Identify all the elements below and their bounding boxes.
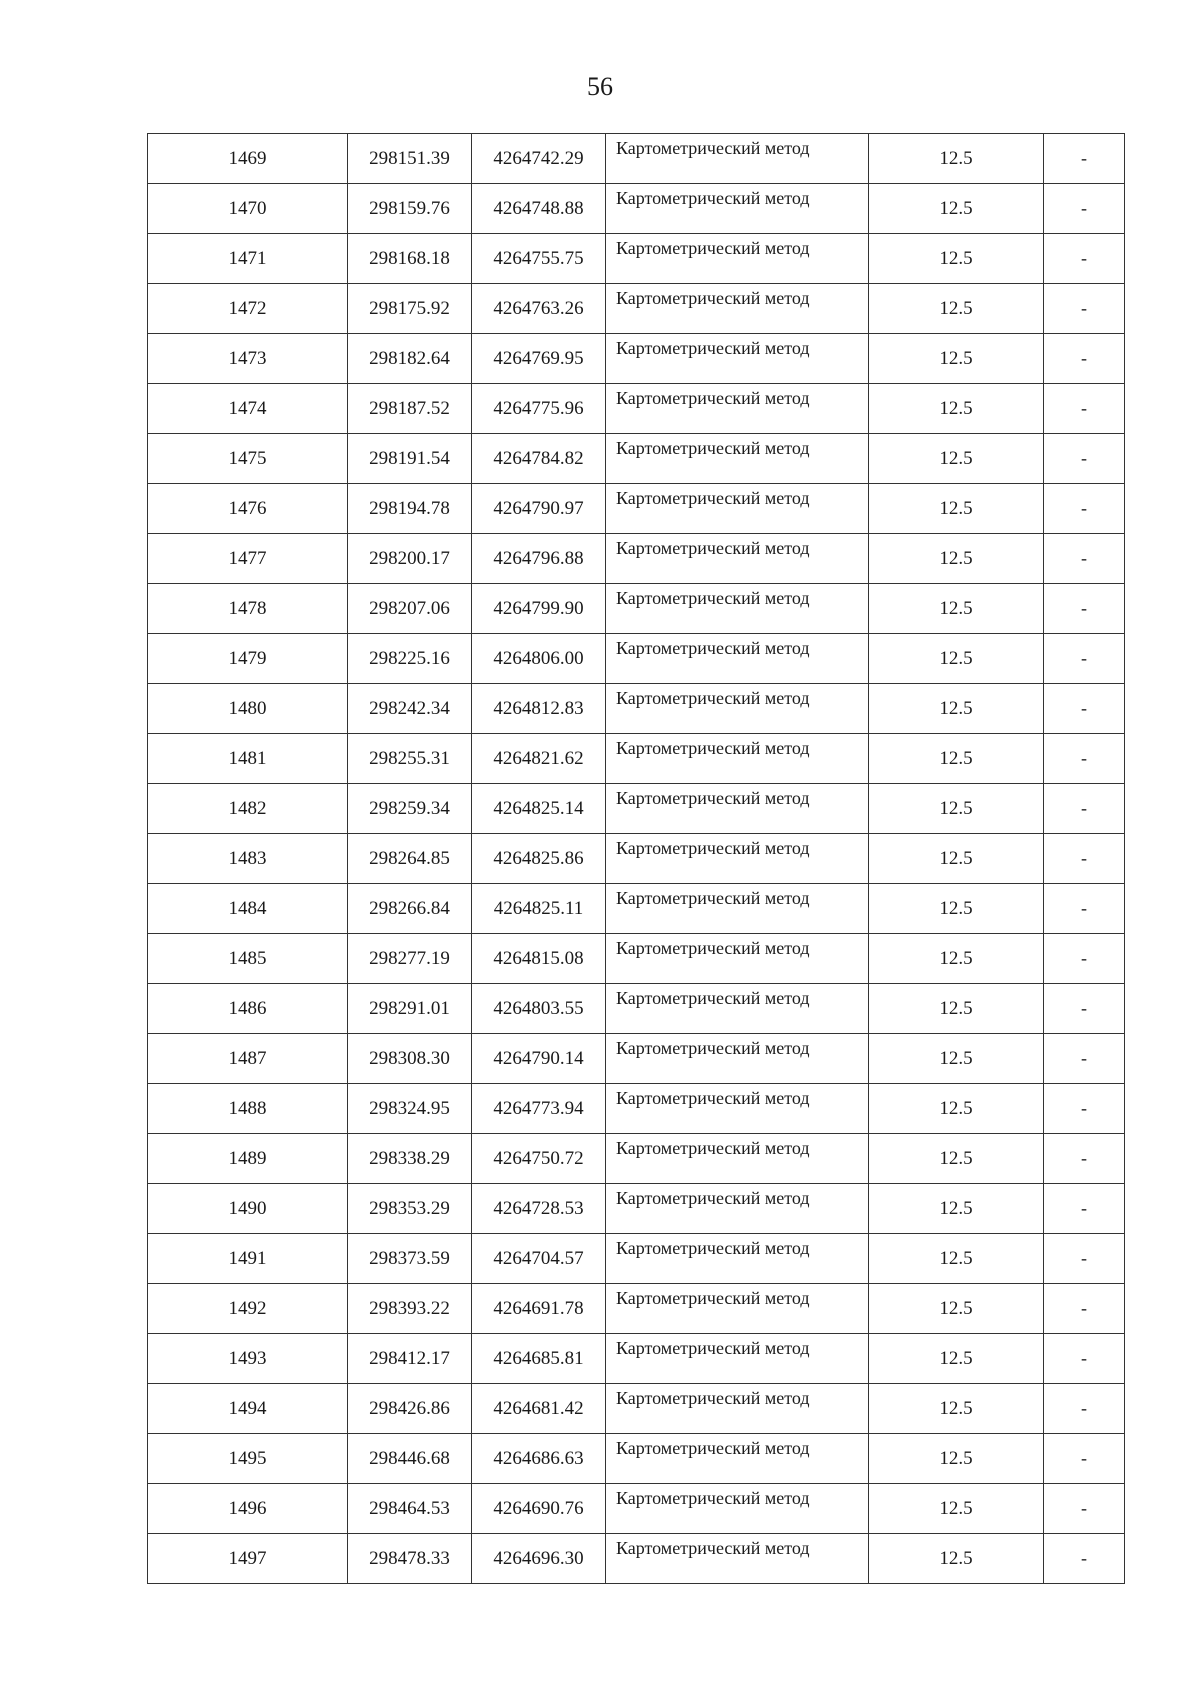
- point-number-cell: 1470: [148, 184, 348, 234]
- y-coordinate-cell: 4264815.08: [472, 934, 606, 984]
- accuracy-cell: 12.5: [869, 534, 1044, 584]
- note-cell: -: [1044, 1484, 1125, 1534]
- y-coordinate-cell: 4264763.26: [472, 284, 606, 334]
- note-cell: -: [1044, 134, 1125, 184]
- note-cell: -: [1044, 1534, 1125, 1584]
- table-row: [148, 1434, 1125, 1484]
- y-coordinate-cell: 4264704.57: [472, 1234, 606, 1284]
- method-cell: Картометрический метод: [606, 1084, 869, 1134]
- table-row: [148, 334, 1125, 384]
- accuracy-cell: 12.5: [869, 384, 1044, 434]
- point-number-cell: 1481: [148, 734, 348, 784]
- table-row: [148, 734, 1125, 784]
- note-cell: -: [1044, 534, 1125, 584]
- table-row: [148, 534, 1125, 584]
- accuracy-cell: 12.5: [869, 334, 1044, 384]
- point-number-cell: 1486: [148, 984, 348, 1034]
- table-row: [148, 1284, 1125, 1334]
- y-coordinate-cell: 4264728.53: [472, 1184, 606, 1234]
- point-number-cell: 1492: [148, 1284, 348, 1334]
- method-cell: Картометрический метод: [606, 334, 869, 384]
- page-number: 56: [587, 72, 613, 101]
- x-coordinate-cell: 298446.68: [348, 1434, 472, 1484]
- table-row: [148, 684, 1125, 734]
- note-cell: -: [1044, 1134, 1125, 1184]
- accuracy-cell: 12.5: [869, 1434, 1044, 1484]
- method-cell: Картометрический метод: [606, 484, 869, 534]
- y-coordinate-cell: 4264769.95: [472, 334, 606, 384]
- accuracy-cell: 12.5: [869, 984, 1044, 1034]
- table-row: [148, 1184, 1125, 1234]
- x-coordinate-cell: 298255.31: [348, 734, 472, 784]
- table-row: [148, 234, 1125, 284]
- method-cell: Картометрический метод: [606, 734, 869, 784]
- point-number-cell: 1493: [148, 1334, 348, 1384]
- coordinates-table-body: [148, 134, 1125, 1584]
- note-cell: -: [1044, 484, 1125, 534]
- accuracy-cell: 12.5: [869, 684, 1044, 734]
- point-number-cell: 1479: [148, 634, 348, 684]
- accuracy-cell: 12.5: [869, 234, 1044, 284]
- x-coordinate-cell: 298151.39: [348, 134, 472, 184]
- x-coordinate-cell: 298194.78: [348, 484, 472, 534]
- note-cell: -: [1044, 1384, 1125, 1434]
- note-cell: -: [1044, 734, 1125, 784]
- accuracy-cell: 12.5: [869, 1334, 1044, 1384]
- x-coordinate-cell: 298412.17: [348, 1334, 472, 1384]
- accuracy-cell: 12.5: [869, 1484, 1044, 1534]
- accuracy-cell: 12.5: [869, 434, 1044, 484]
- table-row: [148, 1334, 1125, 1384]
- note-cell: -: [1044, 934, 1125, 984]
- accuracy-cell: 12.5: [869, 484, 1044, 534]
- point-number-cell: 1480: [148, 684, 348, 734]
- y-coordinate-cell: 4264690.76: [472, 1484, 606, 1534]
- note-cell: -: [1044, 634, 1125, 684]
- method-cell: Картометрический метод: [606, 634, 869, 684]
- method-cell: Картометрический метод: [606, 234, 869, 284]
- note-cell: -: [1044, 284, 1125, 334]
- method-cell: Картометрический метод: [606, 1434, 869, 1484]
- accuracy-cell: 12.5: [869, 584, 1044, 634]
- table-row: [148, 584, 1125, 634]
- y-coordinate-cell: 4264790.97: [472, 484, 606, 534]
- method-cell: Картометрический метод: [606, 934, 869, 984]
- method-cell: Картометрический метод: [606, 534, 869, 584]
- y-coordinate-cell: 4264806.00: [472, 634, 606, 684]
- accuracy-cell: 12.5: [869, 634, 1044, 684]
- x-coordinate-cell: 298175.92: [348, 284, 472, 334]
- x-coordinate-cell: 298338.29: [348, 1134, 472, 1184]
- method-cell: Картометрический метод: [606, 884, 869, 934]
- y-coordinate-cell: 4264803.55: [472, 984, 606, 1034]
- note-cell: -: [1044, 884, 1125, 934]
- method-cell: Картометрический метод: [606, 1534, 869, 1584]
- table-row: [148, 1084, 1125, 1134]
- note-cell: -: [1044, 1334, 1125, 1384]
- accuracy-cell: 12.5: [869, 1034, 1044, 1084]
- table-row: [148, 484, 1125, 534]
- y-coordinate-cell: 4264686.63: [472, 1434, 606, 1484]
- y-coordinate-cell: 4264685.81: [472, 1334, 606, 1384]
- note-cell: -: [1044, 234, 1125, 284]
- x-coordinate-cell: 298308.30: [348, 1034, 472, 1084]
- method-cell: Картометрический метод: [606, 434, 869, 484]
- y-coordinate-cell: 4264748.88: [472, 184, 606, 234]
- accuracy-cell: 12.5: [869, 1134, 1044, 1184]
- accuracy-cell: 12.5: [869, 834, 1044, 884]
- note-cell: -: [1044, 334, 1125, 384]
- note-cell: -: [1044, 984, 1125, 1034]
- method-cell: Картометрический метод: [606, 1284, 869, 1334]
- y-coordinate-cell: 4264691.78: [472, 1284, 606, 1334]
- y-coordinate-cell: 4264742.29: [472, 134, 606, 184]
- table-row: [148, 384, 1125, 434]
- x-coordinate-cell: 298291.01: [348, 984, 472, 1034]
- point-number-cell: 1484: [148, 884, 348, 934]
- accuracy-cell: 12.5: [869, 284, 1044, 334]
- accuracy-cell: 12.5: [869, 134, 1044, 184]
- method-cell: Картометрический метод: [606, 1484, 869, 1534]
- x-coordinate-cell: 298478.33: [348, 1534, 472, 1584]
- note-cell: -: [1044, 1284, 1125, 1334]
- accuracy-cell: 12.5: [869, 1084, 1044, 1134]
- note-cell: -: [1044, 184, 1125, 234]
- note-cell: -: [1044, 434, 1125, 484]
- y-coordinate-cell: 4264796.88: [472, 534, 606, 584]
- accuracy-cell: 12.5: [869, 734, 1044, 784]
- point-number-cell: 1469: [148, 134, 348, 184]
- accuracy-cell: 12.5: [869, 784, 1044, 834]
- table-row: [148, 834, 1125, 884]
- x-coordinate-cell: 298259.34: [348, 784, 472, 834]
- accuracy-cell: 12.5: [869, 934, 1044, 984]
- x-coordinate-cell: 298191.54: [348, 434, 472, 484]
- y-coordinate-cell: 4264821.62: [472, 734, 606, 784]
- x-coordinate-cell: 298324.95: [348, 1084, 472, 1134]
- accuracy-cell: 12.5: [869, 884, 1044, 934]
- y-coordinate-cell: 4264825.11: [472, 884, 606, 934]
- table-row: [148, 784, 1125, 834]
- y-coordinate-cell: 4264784.82: [472, 434, 606, 484]
- method-cell: Картометрический метод: [606, 1034, 869, 1084]
- point-number-cell: 1494: [148, 1384, 348, 1434]
- method-cell: Картометрический метод: [606, 1384, 869, 1434]
- method-cell: Картометрический метод: [606, 984, 869, 1034]
- accuracy-cell: 12.5: [869, 1284, 1044, 1334]
- y-coordinate-cell: 4264790.14: [472, 1034, 606, 1084]
- y-coordinate-cell: 4264825.86: [472, 834, 606, 884]
- point-number-cell: 1475: [148, 434, 348, 484]
- y-coordinate-cell: 4264750.72: [472, 1134, 606, 1184]
- accuracy-cell: 12.5: [869, 1384, 1044, 1434]
- x-coordinate-cell: 298353.29: [348, 1184, 472, 1234]
- point-number-cell: 1485: [148, 934, 348, 984]
- accuracy-cell: 12.5: [869, 1234, 1044, 1284]
- table-row: [148, 434, 1125, 484]
- x-coordinate-cell: 298242.34: [348, 684, 472, 734]
- method-cell: Картометрический метод: [606, 284, 869, 334]
- point-number-cell: 1490: [148, 1184, 348, 1234]
- method-cell: Картометрический метод: [606, 834, 869, 884]
- table-row: [148, 884, 1125, 934]
- accuracy-cell: 12.5: [869, 184, 1044, 234]
- table-row: [148, 1484, 1125, 1534]
- y-coordinate-cell: 4264775.96: [472, 384, 606, 434]
- x-coordinate-cell: 298200.17: [348, 534, 472, 584]
- coordinates-table: [147, 133, 1125, 1584]
- method-cell: Картометрический метод: [606, 1184, 869, 1234]
- y-coordinate-cell: 4264696.30: [472, 1534, 606, 1584]
- method-cell: Картометрический метод: [606, 584, 869, 634]
- point-number-cell: 1482: [148, 784, 348, 834]
- note-cell: -: [1044, 1434, 1125, 1484]
- point-number-cell: 1495: [148, 1434, 348, 1484]
- note-cell: -: [1044, 1084, 1125, 1134]
- point-number-cell: 1476: [148, 484, 348, 534]
- method-cell: Картометрический метод: [606, 1334, 869, 1384]
- table-row: [148, 1384, 1125, 1434]
- point-number-cell: 1488: [148, 1084, 348, 1134]
- point-number-cell: 1474: [148, 384, 348, 434]
- x-coordinate-cell: 298168.18: [348, 234, 472, 284]
- accuracy-cell: 12.5: [869, 1534, 1044, 1584]
- note-cell: -: [1044, 834, 1125, 884]
- point-number-cell: 1496: [148, 1484, 348, 1534]
- x-coordinate-cell: 298182.64: [348, 334, 472, 384]
- point-number-cell: 1473: [148, 334, 348, 384]
- table-row: [148, 634, 1125, 684]
- point-number-cell: 1497: [148, 1534, 348, 1584]
- y-coordinate-cell: 4264812.83: [472, 684, 606, 734]
- accuracy-cell: 12.5: [869, 1184, 1044, 1234]
- x-coordinate-cell: 298373.59: [348, 1234, 472, 1284]
- method-cell: Картометрический метод: [606, 184, 869, 234]
- x-coordinate-cell: 298207.06: [348, 584, 472, 634]
- method-cell: Картометрический метод: [606, 1234, 869, 1284]
- method-cell: Картометрический метод: [606, 134, 869, 184]
- note-cell: -: [1044, 584, 1125, 634]
- x-coordinate-cell: 298266.84: [348, 884, 472, 934]
- point-number-cell: 1472: [148, 284, 348, 334]
- x-coordinate-cell: 298464.53: [348, 1484, 472, 1534]
- point-number-cell: 1489: [148, 1134, 348, 1184]
- table-row: [148, 984, 1125, 1034]
- note-cell: -: [1044, 384, 1125, 434]
- note-cell: -: [1044, 1234, 1125, 1284]
- table-row: [148, 1234, 1125, 1284]
- note-cell: -: [1044, 1184, 1125, 1234]
- method-cell: Картометрический метод: [606, 1134, 869, 1184]
- method-cell: Картометрический метод: [606, 684, 869, 734]
- point-number-cell: 1478: [148, 584, 348, 634]
- table-row: [148, 134, 1125, 184]
- x-coordinate-cell: 298187.52: [348, 384, 472, 434]
- y-coordinate-cell: 4264773.94: [472, 1084, 606, 1134]
- point-number-cell: 1471: [148, 234, 348, 284]
- x-coordinate-cell: 298159.76: [348, 184, 472, 234]
- x-coordinate-cell: 298393.22: [348, 1284, 472, 1334]
- table-row: [148, 284, 1125, 334]
- x-coordinate-cell: 298277.19: [348, 934, 472, 984]
- table-row: [148, 934, 1125, 984]
- point-number-cell: 1487: [148, 1034, 348, 1084]
- note-cell: -: [1044, 684, 1125, 734]
- x-coordinate-cell: 298225.16: [348, 634, 472, 684]
- method-cell: Картометрический метод: [606, 384, 869, 434]
- table-row: [148, 1034, 1125, 1084]
- point-number-cell: 1477: [148, 534, 348, 584]
- note-cell: -: [1044, 1034, 1125, 1084]
- x-coordinate-cell: 298264.85: [348, 834, 472, 884]
- table-row: [148, 1534, 1125, 1584]
- point-number-cell: 1491: [148, 1234, 348, 1284]
- y-coordinate-cell: 4264799.90: [472, 584, 606, 634]
- y-coordinate-cell: 4264825.14: [472, 784, 606, 834]
- table-row: [148, 1134, 1125, 1184]
- point-number-cell: 1483: [148, 834, 348, 884]
- y-coordinate-cell: 4264755.75: [472, 234, 606, 284]
- note-cell: -: [1044, 784, 1125, 834]
- x-coordinate-cell: 298426.86: [348, 1384, 472, 1434]
- table-row: [148, 184, 1125, 234]
- y-coordinate-cell: 4264681.42: [472, 1384, 606, 1434]
- method-cell: Картометрический метод: [606, 784, 869, 834]
